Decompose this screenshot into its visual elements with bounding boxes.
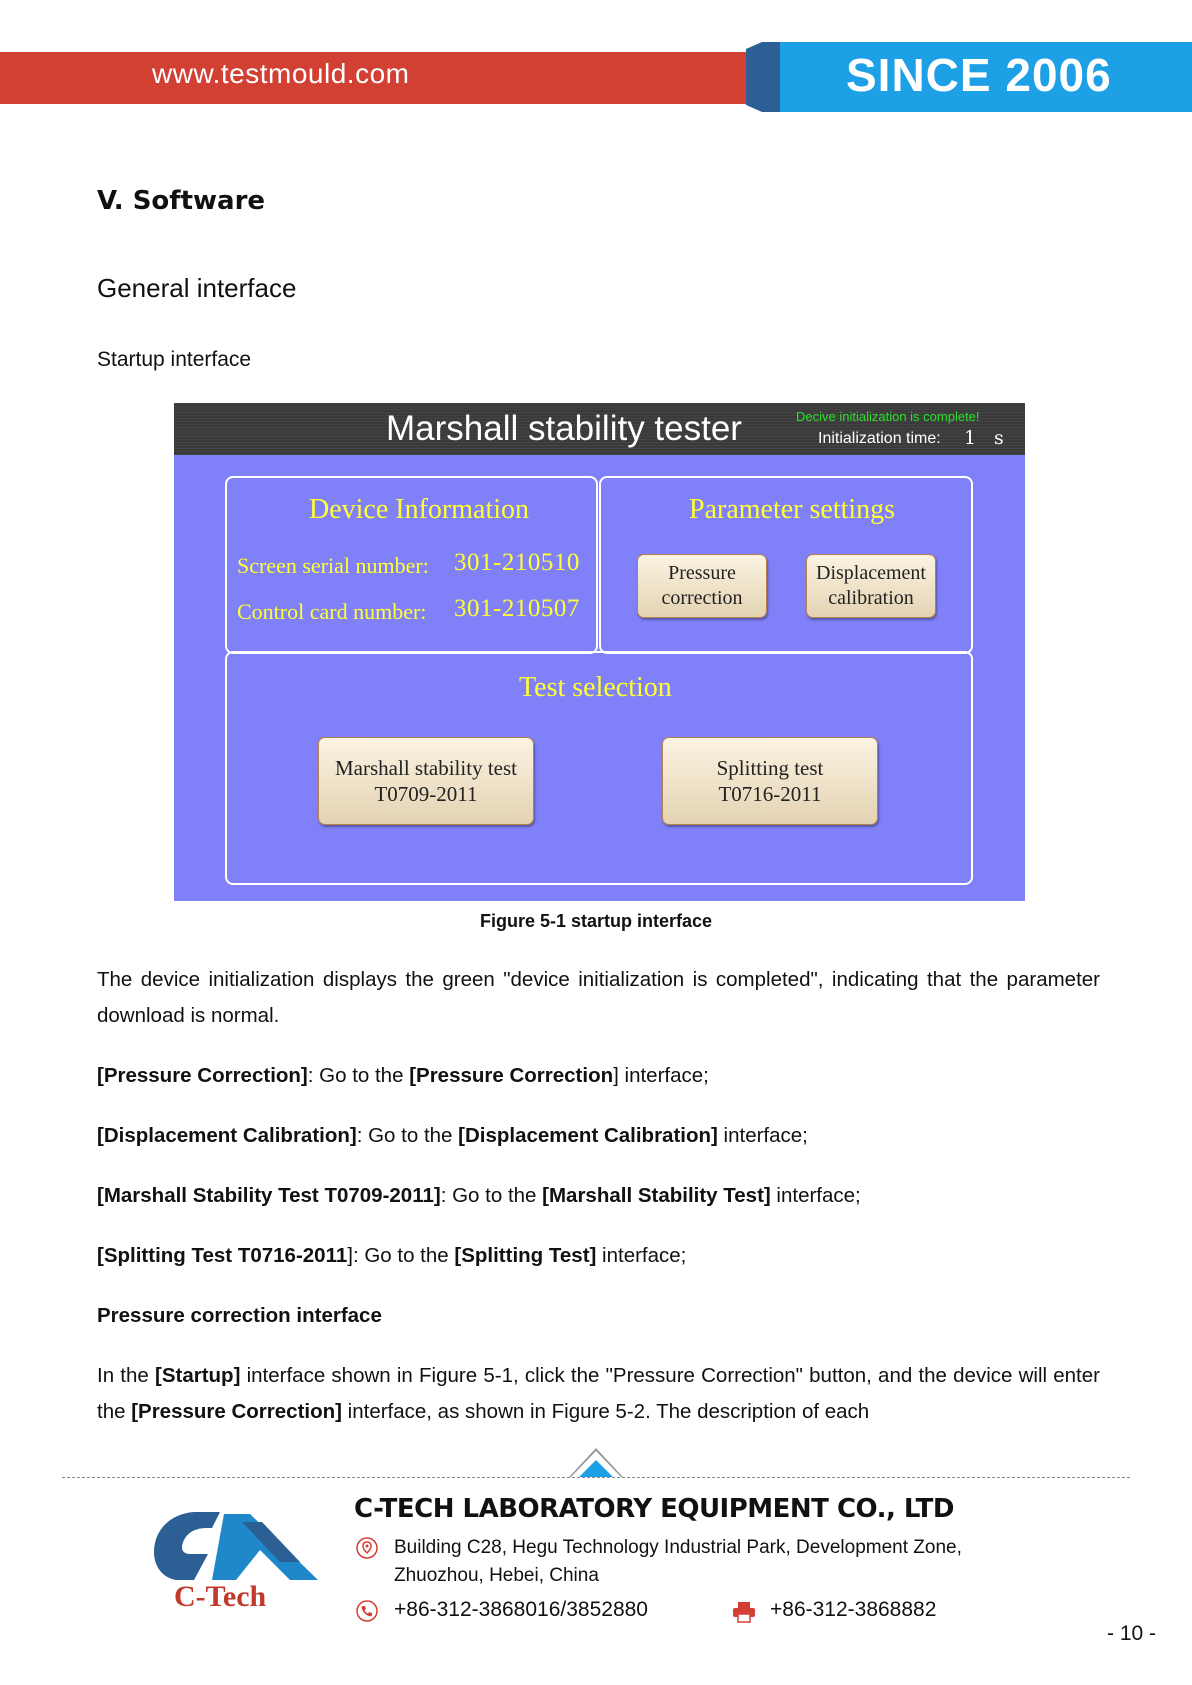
item-term: [Pressure Correction bbox=[409, 1064, 614, 1087]
pressure-correction-label-2: correction bbox=[661, 587, 743, 609]
item-term: [Splitting Test] bbox=[454, 1244, 597, 1267]
paragraph-init: The device initialization displays the green "device initialization is completed", indicating that the parameter download is normal. bbox=[97, 968, 1100, 1027]
init-status: Decive initialization is complete! bbox=[796, 409, 980, 424]
figure-caption: Figure 5-1 startup interface bbox=[479, 911, 713, 931]
item-displacement-calibration bbox=[97, 1124, 808, 1148]
item-term: [Splitting Test T0716-2011 bbox=[97, 1244, 348, 1267]
footer-divider bbox=[62, 1477, 1130, 1478]
item-text: : Go to the bbox=[307, 1064, 410, 1087]
parameter-settings-title: Parameter settings bbox=[689, 494, 896, 525]
divider-triangle-icon bbox=[579, 1460, 613, 1477]
splitting-test-button[interactable] bbox=[662, 737, 878, 825]
displacement-calibration-label-1: Displacement bbox=[816, 562, 926, 584]
item-term: [Displacement Calibration] bbox=[97, 1124, 357, 1147]
item-term: [Displacement Calibration] bbox=[458, 1124, 718, 1147]
item-term: [Marshall Stability Test T0709-2011] bbox=[97, 1184, 441, 1207]
startup-screen-figure bbox=[174, 403, 1025, 901]
item-text: : Go to the bbox=[440, 1184, 543, 1207]
init-time-value: 1 bbox=[964, 427, 977, 449]
item-text: ]: Go to the bbox=[347, 1244, 455, 1267]
paragraph-pressure bbox=[97, 1358, 1100, 1430]
item-text: interface; bbox=[717, 1124, 808, 1147]
init-time-label: Initialization time: bbox=[818, 430, 941, 447]
phone-icon bbox=[356, 1600, 378, 1622]
para-text: In the bbox=[97, 1364, 155, 1387]
item-text: interface; bbox=[770, 1184, 861, 1207]
para-text: interface, as shown in Figure 5-2. The description of each bbox=[341, 1400, 870, 1423]
para-term: [Pressure Correction] bbox=[131, 1400, 342, 1423]
item-text: interface; bbox=[596, 1244, 687, 1267]
item-splitting-test bbox=[97, 1244, 686, 1268]
pressure-correction-heading: Pressure correction interface bbox=[97, 1304, 382, 1327]
page-number: - 10 - bbox=[1107, 1622, 1157, 1645]
header-url[interactable]: www.testmould.com bbox=[152, 58, 410, 89]
item-term: [Marshall Stability Test] bbox=[542, 1184, 771, 1207]
logo-text: C-Tech bbox=[174, 1580, 267, 1613]
subheading: General interface bbox=[97, 273, 297, 303]
para-term: [Startup] bbox=[155, 1364, 241, 1387]
item-marshall-test bbox=[97, 1184, 861, 1208]
screen-serial-label: Screen serial number: bbox=[237, 553, 429, 578]
item-text: ] interface; bbox=[613, 1064, 709, 1087]
subsubheading: Startup interface bbox=[97, 348, 252, 371]
location-pin-icon bbox=[356, 1537, 378, 1559]
marshall-test-label-1: Marshall stability test bbox=[335, 755, 517, 780]
control-card-label: Control card number: bbox=[237, 599, 427, 624]
item-pressure-correction bbox=[97, 1064, 709, 1088]
marshall-stability-test-button[interactable] bbox=[318, 737, 534, 825]
fax-printer-icon bbox=[732, 1601, 756, 1623]
address-line-1: Building C28, Hegu Technology Industrial Park, Development Zone, bbox=[394, 1537, 962, 1558]
header-since: SINCE 2006 bbox=[846, 49, 1112, 101]
item-term: [Pressure Correction] bbox=[97, 1064, 308, 1087]
item-text: : Go to the bbox=[356, 1124, 459, 1147]
pressure-correction-button[interactable] bbox=[637, 554, 767, 618]
pressure-correction-label-1: Pressure bbox=[668, 562, 736, 584]
control-card-value: 301-210507 bbox=[454, 595, 580, 622]
phone-number: +86-312-3868016/3852880 bbox=[394, 1598, 648, 1621]
address-line-2: Zhuozhou, Hebei, China bbox=[394, 1565, 599, 1586]
screen-title: Marshall stability tester bbox=[386, 409, 742, 448]
fax-number: +86-312-3868882 bbox=[770, 1598, 937, 1621]
test-selection-title: Test selection bbox=[519, 672, 672, 703]
init-time-unit: s bbox=[994, 427, 1004, 449]
company-name: C-TECH LABORATORY EQUIPMENT CO., LTD bbox=[354, 1494, 954, 1524]
c-tech-logo-icon bbox=[150, 1510, 320, 1586]
para-text: interface shown in Figure 5-1, click the "Pressure Correction" button, and the device will enter the bbox=[97, 1364, 1100, 1423]
displacement-calibration-label-2: calibration bbox=[828, 587, 914, 609]
marshall-test-label-2: T0709-2011 bbox=[374, 782, 478, 806]
splitting-test-label-1: Splitting test bbox=[716, 755, 824, 780]
splitting-test-label-2: T0716-2011 bbox=[718, 782, 822, 806]
section-title: V. Software bbox=[97, 186, 266, 216]
screen-serial-value: 301-210510 bbox=[454, 549, 580, 576]
device-info-title: Device Information bbox=[309, 494, 530, 525]
displacement-calibration-button[interactable] bbox=[806, 554, 936, 618]
